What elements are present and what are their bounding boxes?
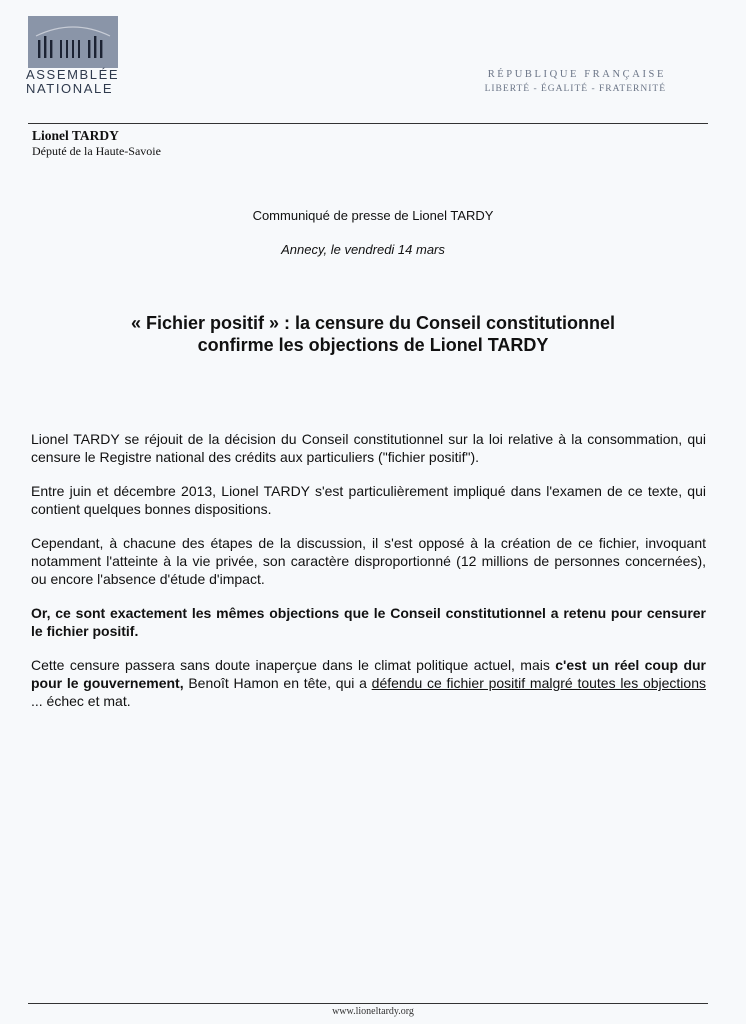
assemblee-nationale-logo xyxy=(28,16,118,68)
title-line-1: « Fichier positif » : la censure du Conseil constitutionnel xyxy=(130,313,616,333)
logo-wordmark xyxy=(26,68,119,96)
paragraph-4: Or, ce sont exactement les mêmes objections que le Conseil constitutionnel a retenu pour censurer le fichier positif. xyxy=(31,605,706,639)
paragraph-5-middle: Benoît Hamon en tête, qui a xyxy=(183,675,372,691)
logo-line-2: NATIONALE xyxy=(26,81,114,96)
logo-line-1: ASSEMBLÉE xyxy=(26,67,120,82)
author-block xyxy=(32,128,161,159)
paragraph-1: Lionel TARDY se réjouit de la décision du Conseil constitutionnel sur la loi relative à la consommation, qui censure le Registre national des crédits aux particuliers ("fichier positif"). xyxy=(31,431,706,465)
press-release-title xyxy=(0,312,746,356)
title-line-2: confirme les objections de Lionel TARDY xyxy=(197,335,549,355)
paragraph-5-underlined: défendu ce fichier positif malgré toutes les objections xyxy=(371,675,706,691)
header-divider xyxy=(28,123,708,124)
paragraph-5-end: ... échec et mat. xyxy=(31,693,131,709)
paragraph-2: Entre juin et décembre 2013, Lionel TARDY s'est particulièrement impliqué dans l'examen de ce texte, qui contient quelques bonnes dispositions. xyxy=(31,483,706,517)
footer-url: www.lioneltardy.org xyxy=(332,1006,414,1017)
footer-divider xyxy=(28,1003,708,1004)
paragraph-3: Cependant, à chacune des étapes de la discussion, il s'est opposé à la création de ce fichier, invoquant notamment l'atteinte à la vie privée, son caractère disproportionné (12 millions de personnes concernées), ou encore l'absence d'étude d'impact. xyxy=(31,535,706,587)
author-name: Lionel TARDY xyxy=(32,128,119,143)
republic-motto-line: LIBERTÉ - ÉGALITÉ - FRATERNITÉ xyxy=(484,84,666,94)
release-date: Annecy, le vendredi 14 mars xyxy=(281,242,445,257)
hemicycle-columns-icon xyxy=(28,16,118,68)
paragraph-5 xyxy=(31,656,706,710)
press-release-body xyxy=(31,430,706,726)
paragraph-5-bold: c'est un réel coup dur pour le gouvernement, xyxy=(31,657,706,691)
paragraph-5-intro: Cette censure passera sans doute inaperçue dans le climat politique actuel, mais xyxy=(31,657,556,673)
author-role: Député de la Haute-Savoie xyxy=(32,144,161,158)
communique-label: Communiqué de presse de Lionel TARDY xyxy=(252,208,494,223)
republic-name: RÉPUBLIQUE FRANÇAISE xyxy=(487,69,666,80)
republic-motto xyxy=(485,68,666,96)
